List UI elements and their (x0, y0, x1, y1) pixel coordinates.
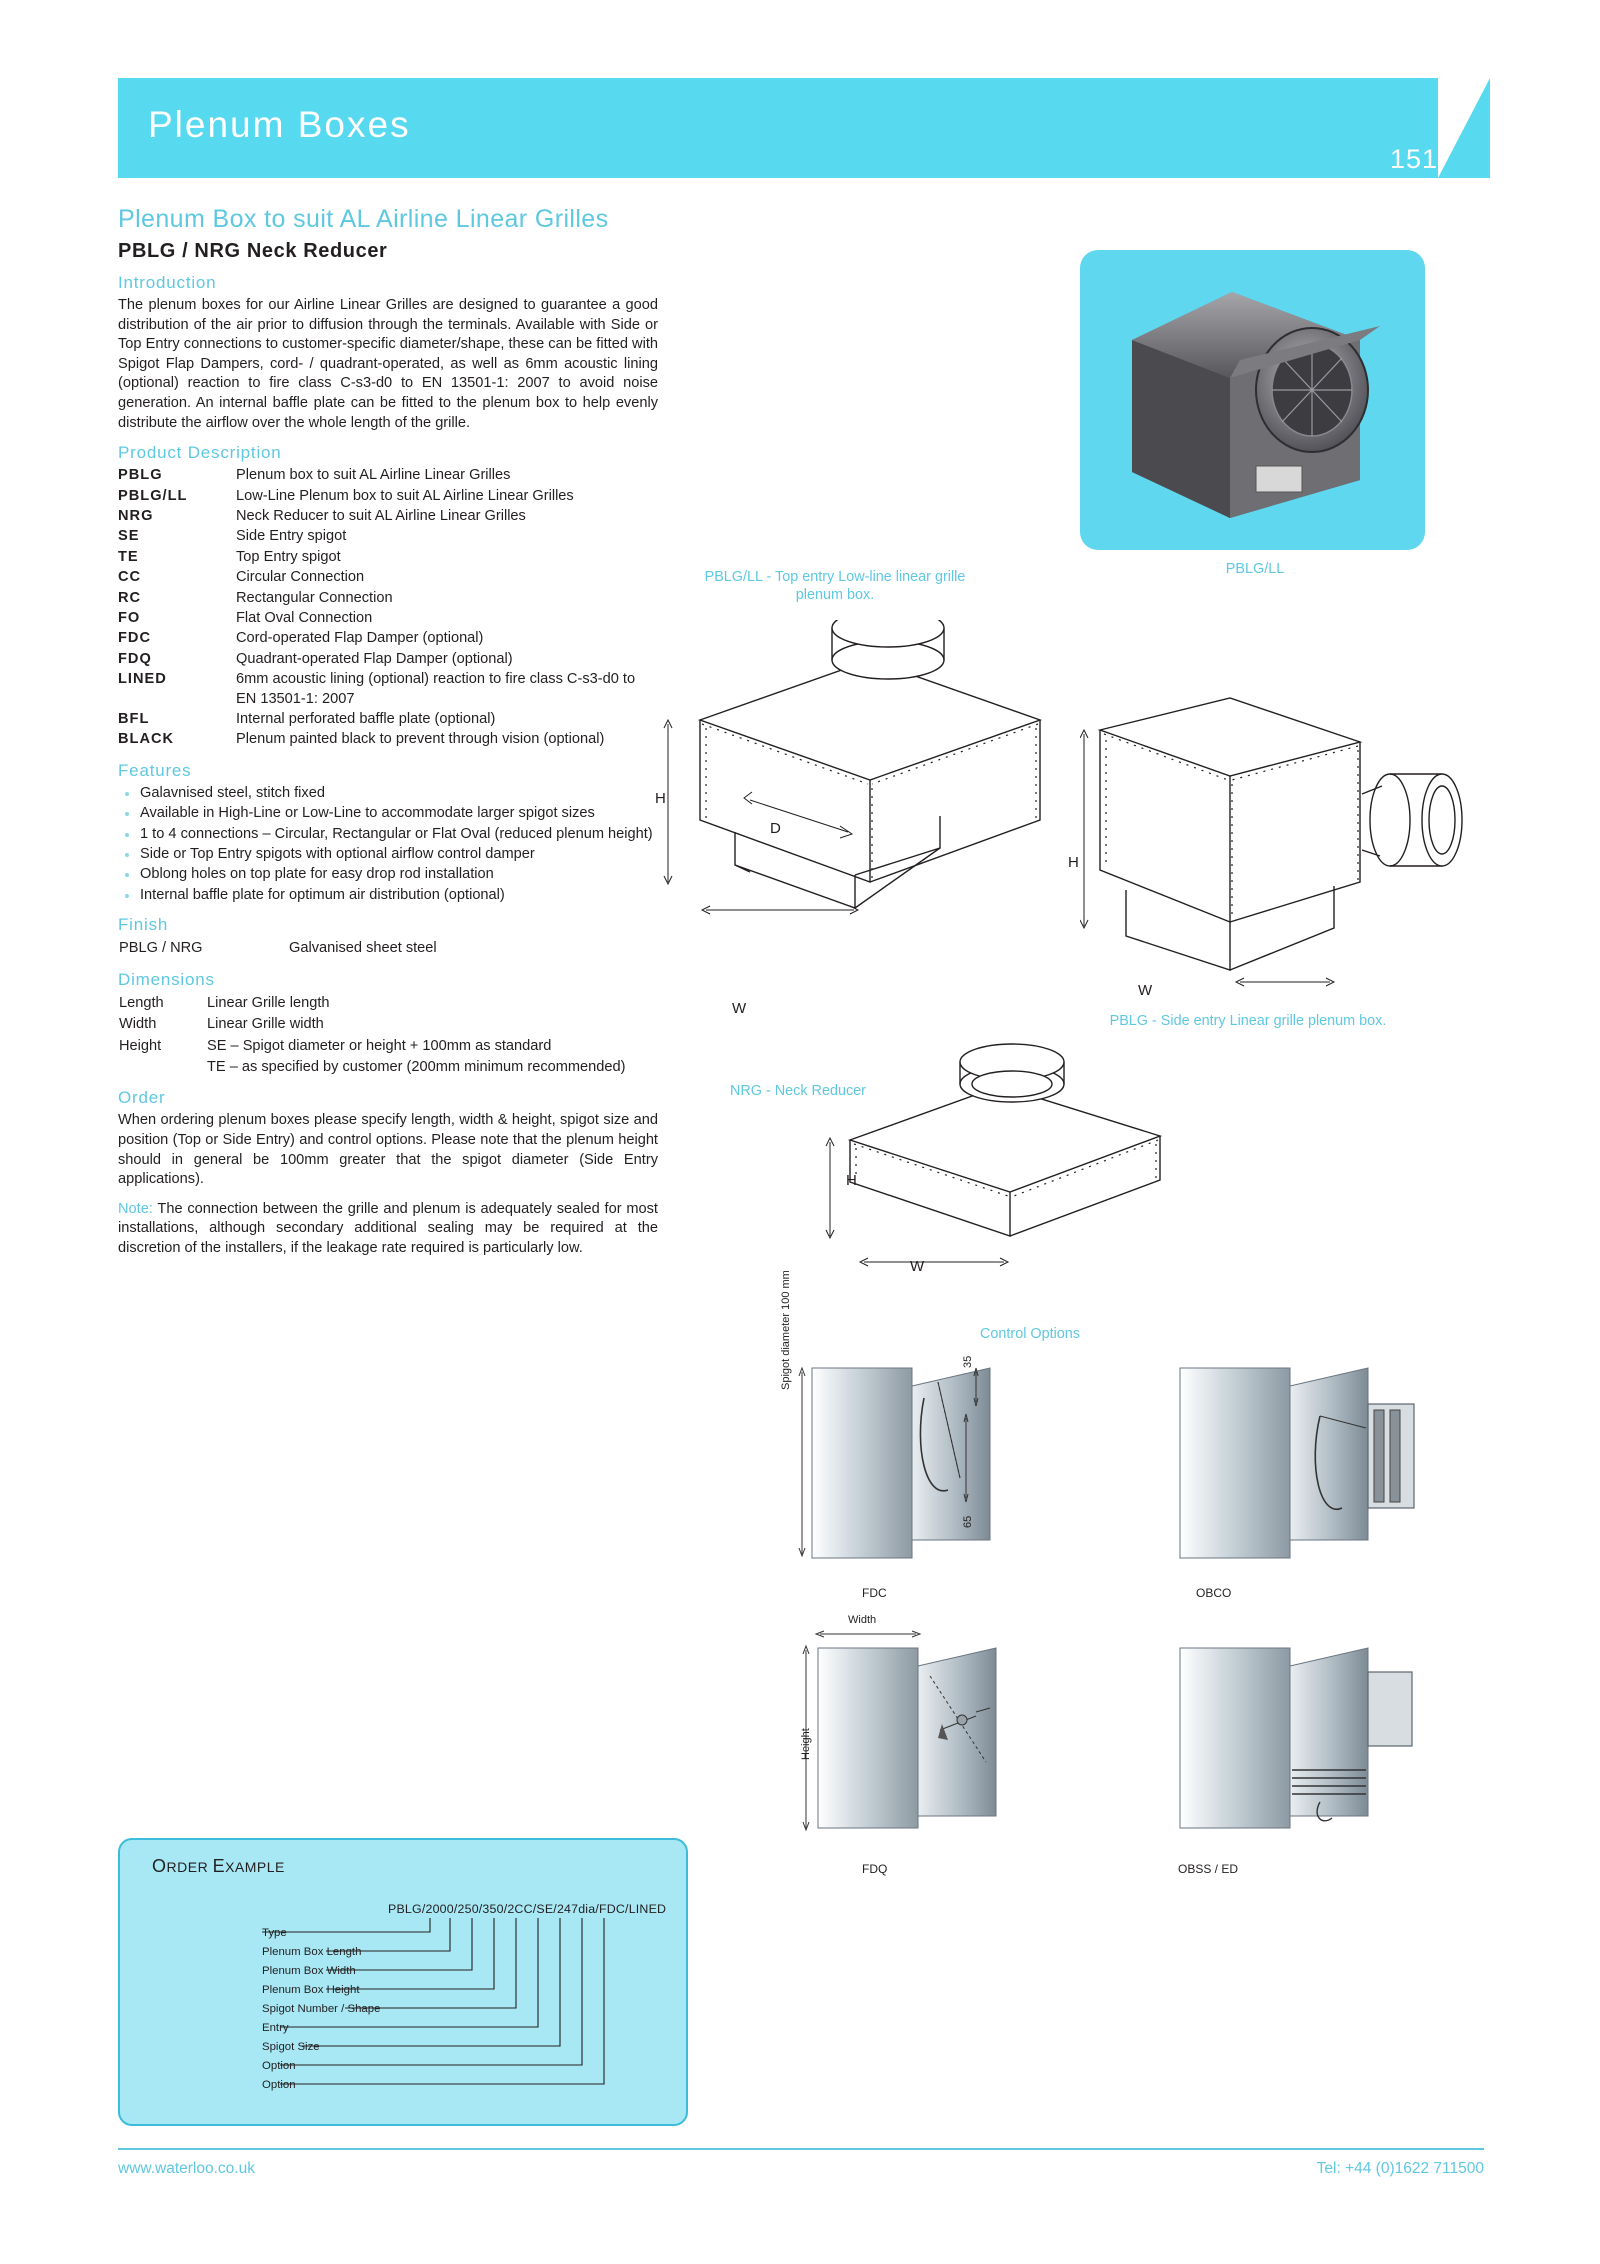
product-code: FDC (118, 630, 151, 647)
dim-label-h-side: H (1068, 854, 1079, 871)
product-text: Plenum painted black to prevent through vision (optional) (236, 731, 605, 748)
control-option-fdc-drawing (790, 1355, 1050, 1578)
order-example-title-cap2: E (212, 1856, 226, 1876)
product-text: Neck Reducer to suit AL Airline Linear Grilles (236, 507, 526, 524)
dimension-label: Length (119, 994, 164, 1011)
order-example-title-rest1: RDER (166, 1859, 213, 1875)
product-text: Low-Line Plenum box to suit AL Airline Linear Grilles (236, 487, 574, 504)
table-row (118, 650, 658, 670)
table-row (118, 710, 658, 730)
order-example-box (118, 1838, 688, 2126)
footer-divider (118, 2148, 1484, 2150)
dimension-value: Linear Grille length (207, 994, 330, 1011)
product-code: FDQ (118, 650, 152, 667)
product-text: Side Entry spigot (236, 528, 347, 545)
note-block (118, 1200, 658, 1259)
table-row (118, 1036, 658, 1057)
table-row (118, 670, 658, 710)
order-example-title-rest2: XAMPLE (225, 1859, 285, 1875)
product-code: TE (118, 548, 139, 565)
features-heading: Features (118, 760, 192, 780)
table-row (118, 730, 658, 750)
dimension-label: Height (119, 1037, 162, 1054)
order-label: Entry (262, 2022, 289, 2034)
order-example-title-cap1: O (152, 1856, 167, 1876)
order-label: Plenum Box Width (262, 1965, 356, 1977)
control-option-obco-drawing (1170, 1358, 1430, 1578)
control-option-obss-drawing (1170, 1620, 1430, 1860)
neck-reducer-caption: NRG - Neck Reducer (730, 1083, 866, 1099)
control-option-label-fdq: FDQ (862, 1862, 888, 1876)
introduction-heading: Introduction (118, 273, 217, 292)
fdc-dim-top: 35 (962, 1355, 974, 1368)
fdq-height-label: Height (800, 1728, 812, 1760)
section-subheading: PBLG / NRG Neck Reducer (118, 240, 388, 262)
product-text: Internal perforated baffle plate (optional) (236, 711, 496, 728)
product-photo-panel (1080, 250, 1425, 550)
table-row (118, 629, 658, 649)
dim-label-w-top: W (732, 1000, 747, 1017)
dimension-value: Linear Grille width (207, 1016, 324, 1033)
order-label: Option (262, 2079, 296, 2091)
dim-label-h-top: H (655, 790, 666, 807)
product-code: PBLG/LL (118, 487, 188, 504)
plenum-box-photo (1080, 250, 1425, 550)
dim-label-d-top: D (770, 820, 781, 837)
order-label: Spigot Size (262, 2041, 320, 2053)
fdq-width-label: Width (848, 1614, 877, 1626)
photo-caption: PBLG/LL (1225, 561, 1285, 577)
finish-value: Galvanised sheet steel (289, 940, 437, 957)
product-text: Flat Oval Connection (236, 610, 373, 626)
dimensions-table (118, 993, 658, 1079)
finish-label: PBLG / NRG (119, 940, 203, 957)
finish-table (118, 938, 658, 959)
top-entry-caption-text: PBLG/LL - Top entry Low-line linear grille plenum box. (704, 569, 966, 603)
table-row (118, 993, 658, 1014)
order-example-code: PBLG/2000/250/350/2CC/SE/247dia/FDC/LINED (388, 1902, 667, 1916)
dimension-value: TE – as specified by customer (200mm minimum recommended) (207, 1058, 626, 1075)
order-label: Plenum Box Length (262, 1946, 362, 1958)
control-option-label-obss: OBSS / ED (1178, 1862, 1239, 1876)
order-text: When ordering plenum boxes please specify length, width & height, spigot size and position (Top or Side Entry) and control options. Please note that the plenum height should in general be 100mm greater that the spigot diameter (Side Entry applications). (118, 1112, 658, 1188)
side-entry-drawing (1080, 690, 1470, 1020)
control-option-label-obco: OBCO (1196, 1586, 1232, 1600)
note-label: Note: (118, 1200, 153, 1217)
table-row (118, 548, 658, 568)
section-heading: Plenum Box to suit AL Airline Linear Grilles (118, 205, 609, 233)
dimension-label: Width (119, 1016, 157, 1033)
control-option-label-fdc: FDC (862, 1586, 887, 1600)
product-code: BFL (118, 711, 150, 728)
side-entry-caption: PBLG - Side entry Linear grille plenum box. (1109, 1013, 1387, 1029)
neck-reducer-drawing (820, 1040, 1200, 1310)
order-label: Spigot Number / Shape (262, 2003, 381, 2015)
product-code: CC (118, 569, 142, 586)
fdc-dim-bottom: 65 (962, 1515, 974, 1528)
table-row (118, 487, 658, 507)
list-item: Galavnised steel, stitch fixed (118, 784, 658, 803)
list-item: Oblong holes on top plate for easy drop rod installation (118, 865, 658, 884)
product-description-heading: Product Description (118, 443, 282, 463)
table-row (118, 938, 658, 959)
order-heading: Order (118, 1088, 166, 1108)
table-row (118, 609, 658, 629)
product-code: FO (118, 610, 141, 626)
top-entry-drawing (640, 620, 1060, 1030)
product-code: PBLG (118, 467, 163, 484)
product-text: Plenum box to suit AL Airline Linear Grilles (236, 467, 511, 484)
product-text: Cord-operated Flap Damper (optional) (236, 630, 484, 647)
table-row (118, 568, 658, 588)
control-option-fdq-drawing (790, 1620, 1050, 1860)
product-code: RC (118, 589, 142, 606)
product-code: LINED (118, 671, 167, 688)
footer-website[interactable]: www.waterloo.co.uk (118, 2160, 255, 2177)
table-row (118, 589, 658, 609)
table-row (118, 527, 658, 547)
product-text: Circular Connection (236, 569, 365, 586)
list-item: 1 to 4 connections – Circular, Rectangular or Flat Oval (reduced plenum height) (118, 825, 658, 844)
dim-label-h-nrg: H (846, 1172, 857, 1189)
product-text: Rectangular Connection (236, 589, 393, 606)
product-code: SE (118, 528, 140, 545)
dimension-value: SE – Spigot diameter or height + 100mm as standard (207, 1037, 552, 1054)
product-text: Top Entry spigot (236, 548, 341, 565)
list-item: Side or Top Entry spigots with optional airflow control damper (118, 845, 658, 864)
order-label: Type (262, 1927, 287, 1939)
fdc-vertical-dim-label: Spigot diameter 100 mm (780, 1270, 792, 1390)
features-list (118, 784, 658, 905)
list-item: Available in High-Line or Low-Line to accommodate larger spigot sizes (118, 804, 658, 823)
order-label: Option (262, 2060, 296, 2072)
product-text: Quadrant-operated Flap Damper (optional) (236, 650, 513, 667)
product-text: 6mm acoustic lining (optional) reaction to fire class C-s3-d0 to EN 13501-1: 2007 (236, 671, 636, 707)
product-description-table (118, 466, 658, 751)
introduction-text: The plenum boxes for our Airline Linear Grilles are designed to guarantee a good distribution of the air prior to diffusion through the terminals. Available with Side or Top Entry connections to customer-specific diameter/shape, these can be fitted with Spigot Flap Dampers, cord- / quadrant-operated, as well as 6mm acoustic lining (optional) reaction to fire class C-s3-d0 to EN 13501-1: 2007 to avoid noise generation. An internal baffle plate can be fitted to the plenum box to help evenly distribute the airflow over the whole length of the grille. (118, 297, 658, 431)
dimension-label (118, 1057, 206, 1078)
product-code: BLACK (118, 731, 175, 748)
table-row (118, 507, 658, 527)
top-entry-caption (690, 568, 980, 604)
list-item: Internal baffle plate for optimum air distribution (optional) (118, 886, 658, 905)
left-column (118, 205, 658, 1258)
footer-telephone: Tel: +44 (0)1622 711500 (1316, 2160, 1484, 2177)
control-options-caption: Control Options (980, 1326, 1080, 1342)
note-text: The connection between the grille and plenum is adequately sealed for most installations, although secondary additional sealing may be required at the discretion of the installers, if the leakage rate required is particularly low. (118, 1200, 658, 1256)
order-example-leader-lines (120, 1840, 690, 2128)
finish-heading: Finish (118, 915, 169, 935)
dimensions-heading: Dimensions (118, 969, 215, 989)
table-row (118, 466, 658, 486)
dim-label-w-side: W (1138, 982, 1153, 999)
product-code: NRG (118, 507, 154, 524)
dim-label-w-nrg: W (910, 1258, 925, 1275)
page-title: Plenum Boxes (148, 104, 411, 145)
table-row (118, 1057, 658, 1078)
table-row (118, 1014, 658, 1035)
order-label: Plenum Box Height (262, 1984, 360, 1996)
page-number: 151 (1389, 144, 1438, 174)
